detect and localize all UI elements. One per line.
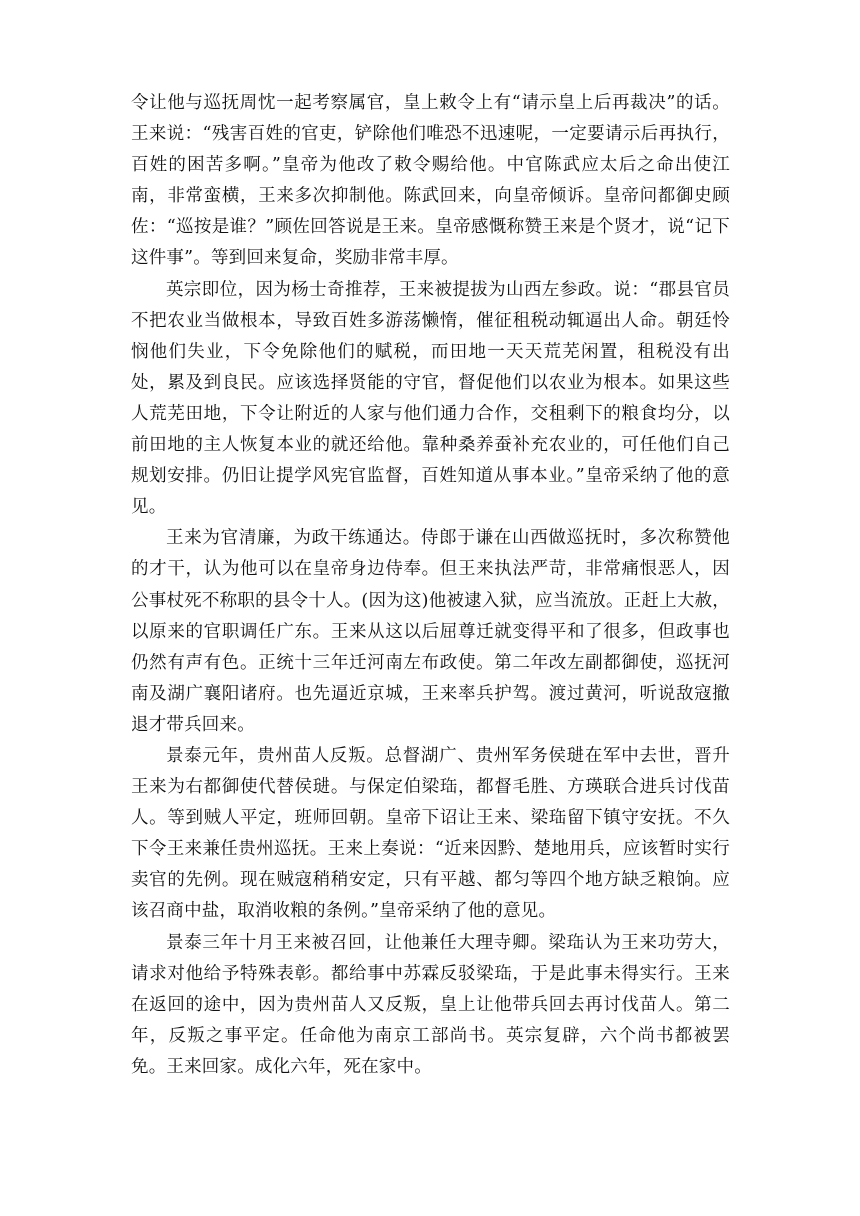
paragraph-continued: 令让他与巡抚周忱一起考察属官，皇上敕令上有“请示皇上后再裁决”的话。王来说：“残害百姓的官吏，铲除他们唯恐不迅速呢，一定要请示后再执行，百姓的困苦多啊。”皇帝为他改了敕令赐给他。中官陈武应太后之命出使江南，非常蛮横，王来多次抑制他。陈武回来，向皇帝倾诉。皇帝问都御史顾佐：“巡按是谁？”顾佐回答说是王来。皇帝感慨称赞王来是个贤才，说“记下这件事”。等到回来复命，奖励非常丰厚。 [131,93,730,269]
document-page [131,88,730,1083]
paragraph-integrity: 王来为官清廉，为政干练通达。侍郎于谦在山西做巡抚时，多次称赞他的才干，认为他可以在皇帝身边侍奉。但王来执法严苛，非常痛恨恶人，因公事杖死不称职的县令十人。(因为这)他被逮入狱，应当流放。正赶上大赦，以原来的官职调任广东。王来从这以后屈尊迁就变得平和了很多，但政事也仍然有声有色。正统十三年迁河南左布政使。第二年改左副都御使，巡抚河南及湖广襄阳诸府。也先逼近京城，王来率兵护驾。渡过黄河，听说敌寇撤退才带兵回来。 [131,528,730,735]
paragraph-yingzong-accession: 英宗即位，因为杨士奇推荐，王来被提拔为山西左参政。说：“郡县官员不把农业当做根本，导致百姓多游荡懒惰，催征租税动辄逼出人命。朝廷怜悯他们失业，下令免除他们的赋税，而田地一天天荒芜闲置，租税没有出处，累及到良民。应该选择贤能的守官，督促他们以农业为根本。如果这些人荒芜田地，下令让附近的人家与他们通力合作，交租剩下的粮食均分，以前田地的主人恢复本业的就还给他。靠种桑养蚕补充农业的，可任他们自己规划安排。仍旧让提学风宪官监督，百姓知道从事本业。”皇帝采纳了他的意见。 [131,279,730,518]
paragraph-jingtai-third-year: 景泰三年十月王来被召回，让他兼任大理寺卿。梁珤认为王来功劳大，请求对他给予特殊表彰。都给事中苏霖反驳梁珤，于是此事未得实行。王来在返回的途中，因为贵州苗人又反叛，皇上让他带兵回去再讨伐苗人。第二年，反叛之事平定。任命他为南京工部尚书。英宗复辟，六个尚书都被罢免。王来回家。成化六年，死在家中。 [131,932,730,1077]
paragraph-jingtai-first-year: 景泰元年，贵州苗人反叛。总督湖广、贵州军务侯琎在军中去世，晋升王来为右都御使代替侯琎。与保定伯梁珤，都督毛胜、方瑛联合进兵讨伐苗人。等到贼人平定，班师回朝。皇帝下诏让王来、梁珤留下镇守安抚。不久下令王来兼任贵州巡抚。王来上奏说：“近来因黔、楚地用兵，应该暂时实行卖官的先例。现在贼寇稍稍安定，只有平越、都匀等四个地方缺乏粮饷。应该召商中盐，取消收粮的条例。”皇帝采纳了他的意见。 [131,745,730,922]
